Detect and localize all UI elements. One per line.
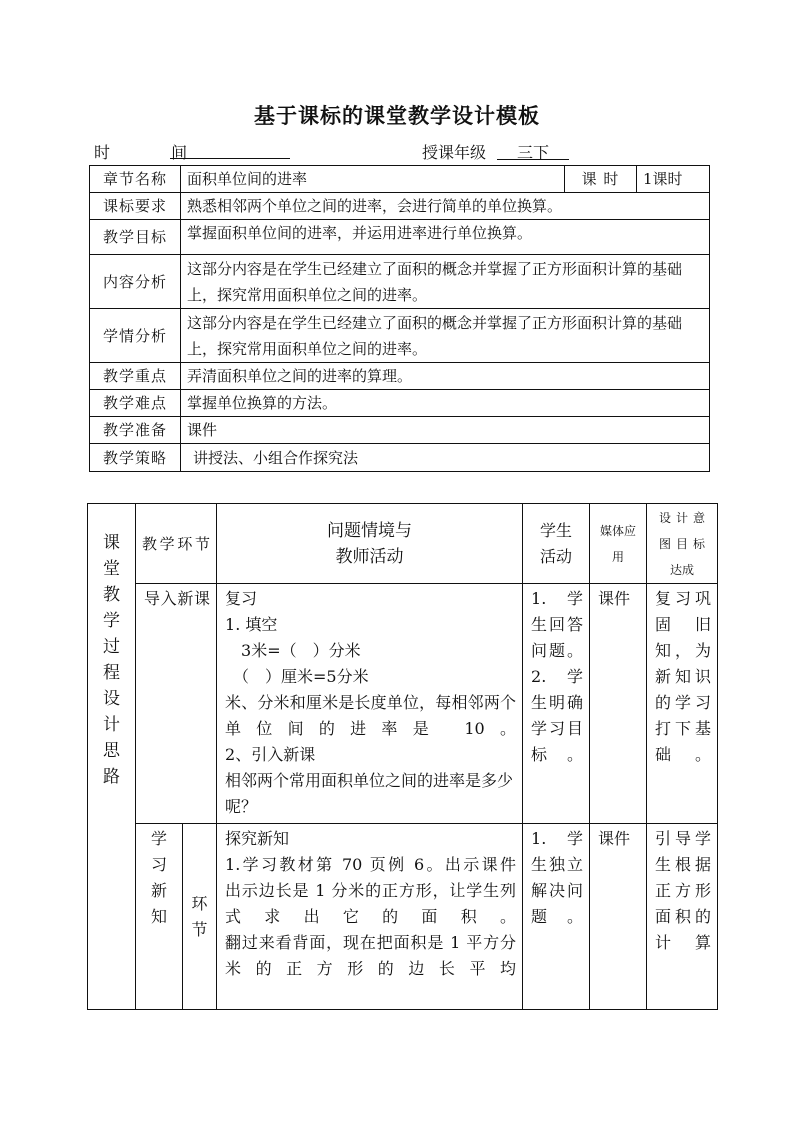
page-title: 基于课标的课堂教学设计模板 bbox=[254, 103, 540, 128]
info-row-label: 学情分析 bbox=[90, 309, 181, 363]
stacked-char: 知 bbox=[150, 907, 167, 926]
media-new: 课件 bbox=[590, 824, 647, 1010]
info-row-label: 教学策略 bbox=[90, 444, 181, 472]
stacked-char: 计 bbox=[103, 715, 120, 735]
time-field[interactable] bbox=[170, 158, 290, 159]
period-label: 课 时 bbox=[565, 166, 637, 193]
activity-line: 翻过来看背面，现在把面积是 1 平方分米的正方形的边长平均 bbox=[225, 933, 517, 978]
meta-line bbox=[92, 140, 712, 162]
media-header: 媒体应用 bbox=[590, 504, 647, 584]
step-new bbox=[136, 824, 183, 1010]
activity-intro bbox=[217, 584, 523, 824]
stacked-char: 程 bbox=[103, 663, 120, 683]
student-new: 1. 学生独立解决问题。 bbox=[523, 824, 590, 1010]
activity-line: （ ）厘米=5分米 bbox=[225, 667, 369, 686]
stacked-char: 学 bbox=[103, 611, 120, 631]
process-side-label bbox=[88, 504, 136, 1010]
info-row-label: 教学难点 bbox=[90, 390, 181, 417]
step-new-sub bbox=[183, 824, 217, 1010]
info-row-label: 教学重点 bbox=[90, 363, 181, 390]
info-row-value: 课件 bbox=[181, 417, 710, 444]
media-intro: 课件 bbox=[590, 584, 647, 824]
activity-line: 1. 填空 bbox=[225, 615, 278, 634]
info-row-value: 这部分内容是在学生已经建立了面积的概念并掌握了正方形面积计算的基础上，探究常用面积单位之间的进率。 bbox=[181, 309, 710, 363]
stacked-char: 节 bbox=[191, 919, 208, 939]
activity-line: 2、引入新课 bbox=[225, 745, 316, 764]
activity-line: 3米=（ ）分米 bbox=[225, 641, 361, 660]
activity-line: 相邻两个常用面积单位之间的进率是多少呢？ bbox=[225, 771, 514, 816]
student-header bbox=[523, 504, 590, 584]
activity-header bbox=[217, 504, 523, 584]
activity-line: 米、分米和厘米是长度单位，每相邻两个单位间的进率是 10。 bbox=[225, 693, 517, 738]
info-row-value: 掌握单位换算的方法。 bbox=[181, 390, 710, 417]
step-new-text bbox=[136, 824, 182, 930]
chapter-value: 面积单位间的进率 bbox=[181, 166, 565, 193]
info-table bbox=[89, 165, 710, 472]
period-value: 1课时 bbox=[637, 166, 710, 193]
step-sub-text bbox=[183, 891, 216, 943]
process-table bbox=[87, 503, 718, 1010]
activity-line: 1.学习教材第 70 页例 6。出示课件 bbox=[225, 855, 517, 874]
step-intro: 导入新课 bbox=[136, 584, 217, 824]
stacked-char: 教 bbox=[103, 585, 120, 605]
step-header: 教学环节 bbox=[136, 504, 217, 584]
stacked-char: 设 bbox=[103, 689, 120, 709]
process-side-text bbox=[88, 530, 135, 790]
chapter-label: 章节名称 bbox=[90, 166, 181, 193]
student-header-line1: 学生 bbox=[540, 520, 573, 540]
stacked-char: 新 bbox=[150, 881, 167, 900]
grade-field[interactable]: 三下 bbox=[497, 140, 569, 160]
student-header-line2: 活动 bbox=[540, 546, 573, 566]
intent-new: 引导学生根据正方形面积的计算 bbox=[647, 824, 718, 1010]
activity-new bbox=[217, 824, 523, 1010]
stacked-char: 堂 bbox=[103, 559, 120, 579]
activity-header-line1: 问题情境与 bbox=[327, 520, 413, 541]
stacked-char: 习 bbox=[150, 855, 167, 874]
stacked-char: 课 bbox=[103, 533, 120, 553]
grade-label: 授课年级 bbox=[422, 143, 487, 162]
stacked-char: 思 bbox=[103, 741, 120, 761]
info-row-value: 这部分内容是在学生已经建立了面积的概念并掌握了正方形面积计算的基础上，探究常用面积单位之间的进率。 bbox=[181, 255, 710, 309]
info-row-value: 讲授法、小组合作探究法 bbox=[181, 444, 710, 472]
activity-line: 复习 bbox=[225, 589, 258, 608]
activity-line: 探究新知 bbox=[225, 829, 290, 848]
student-intro: 1. 学生回答问题。2. 学生明确学习目标。 bbox=[523, 584, 590, 824]
stacked-char: 学 bbox=[150, 829, 167, 848]
stacked-char: 路 bbox=[103, 767, 120, 787]
time-label: 时 间 bbox=[94, 143, 216, 162]
activity-line: 出示边长是 1 分米的正方形，让学生列式求出它的面积。 bbox=[225, 881, 517, 926]
stacked-char: 过 bbox=[103, 637, 120, 657]
info-row-label: 教学准备 bbox=[90, 417, 181, 444]
info-row-value: 弄清面积单位之间的进率的算理。 bbox=[181, 363, 710, 390]
info-row-value: 熟悉相邻两个单位之间的进率，会进行简单的单位换算。 bbox=[181, 193, 710, 220]
intent-intro: 复习巩固旧知，为新知识的学习打下基础。 bbox=[647, 584, 718, 824]
stacked-char: 环 bbox=[191, 893, 208, 913]
info-row-label: 教学目标 bbox=[90, 220, 181, 255]
info-row-label: 内容分析 bbox=[90, 255, 181, 309]
intent-header: 设计意图目标达成 bbox=[647, 504, 718, 584]
info-row-value: 掌握面积单位间的进率，并运用进率进行单位换算。 bbox=[181, 220, 710, 255]
activity-header-line2: 教师活动 bbox=[335, 546, 404, 567]
info-row-label: 课标要求 bbox=[90, 193, 181, 220]
